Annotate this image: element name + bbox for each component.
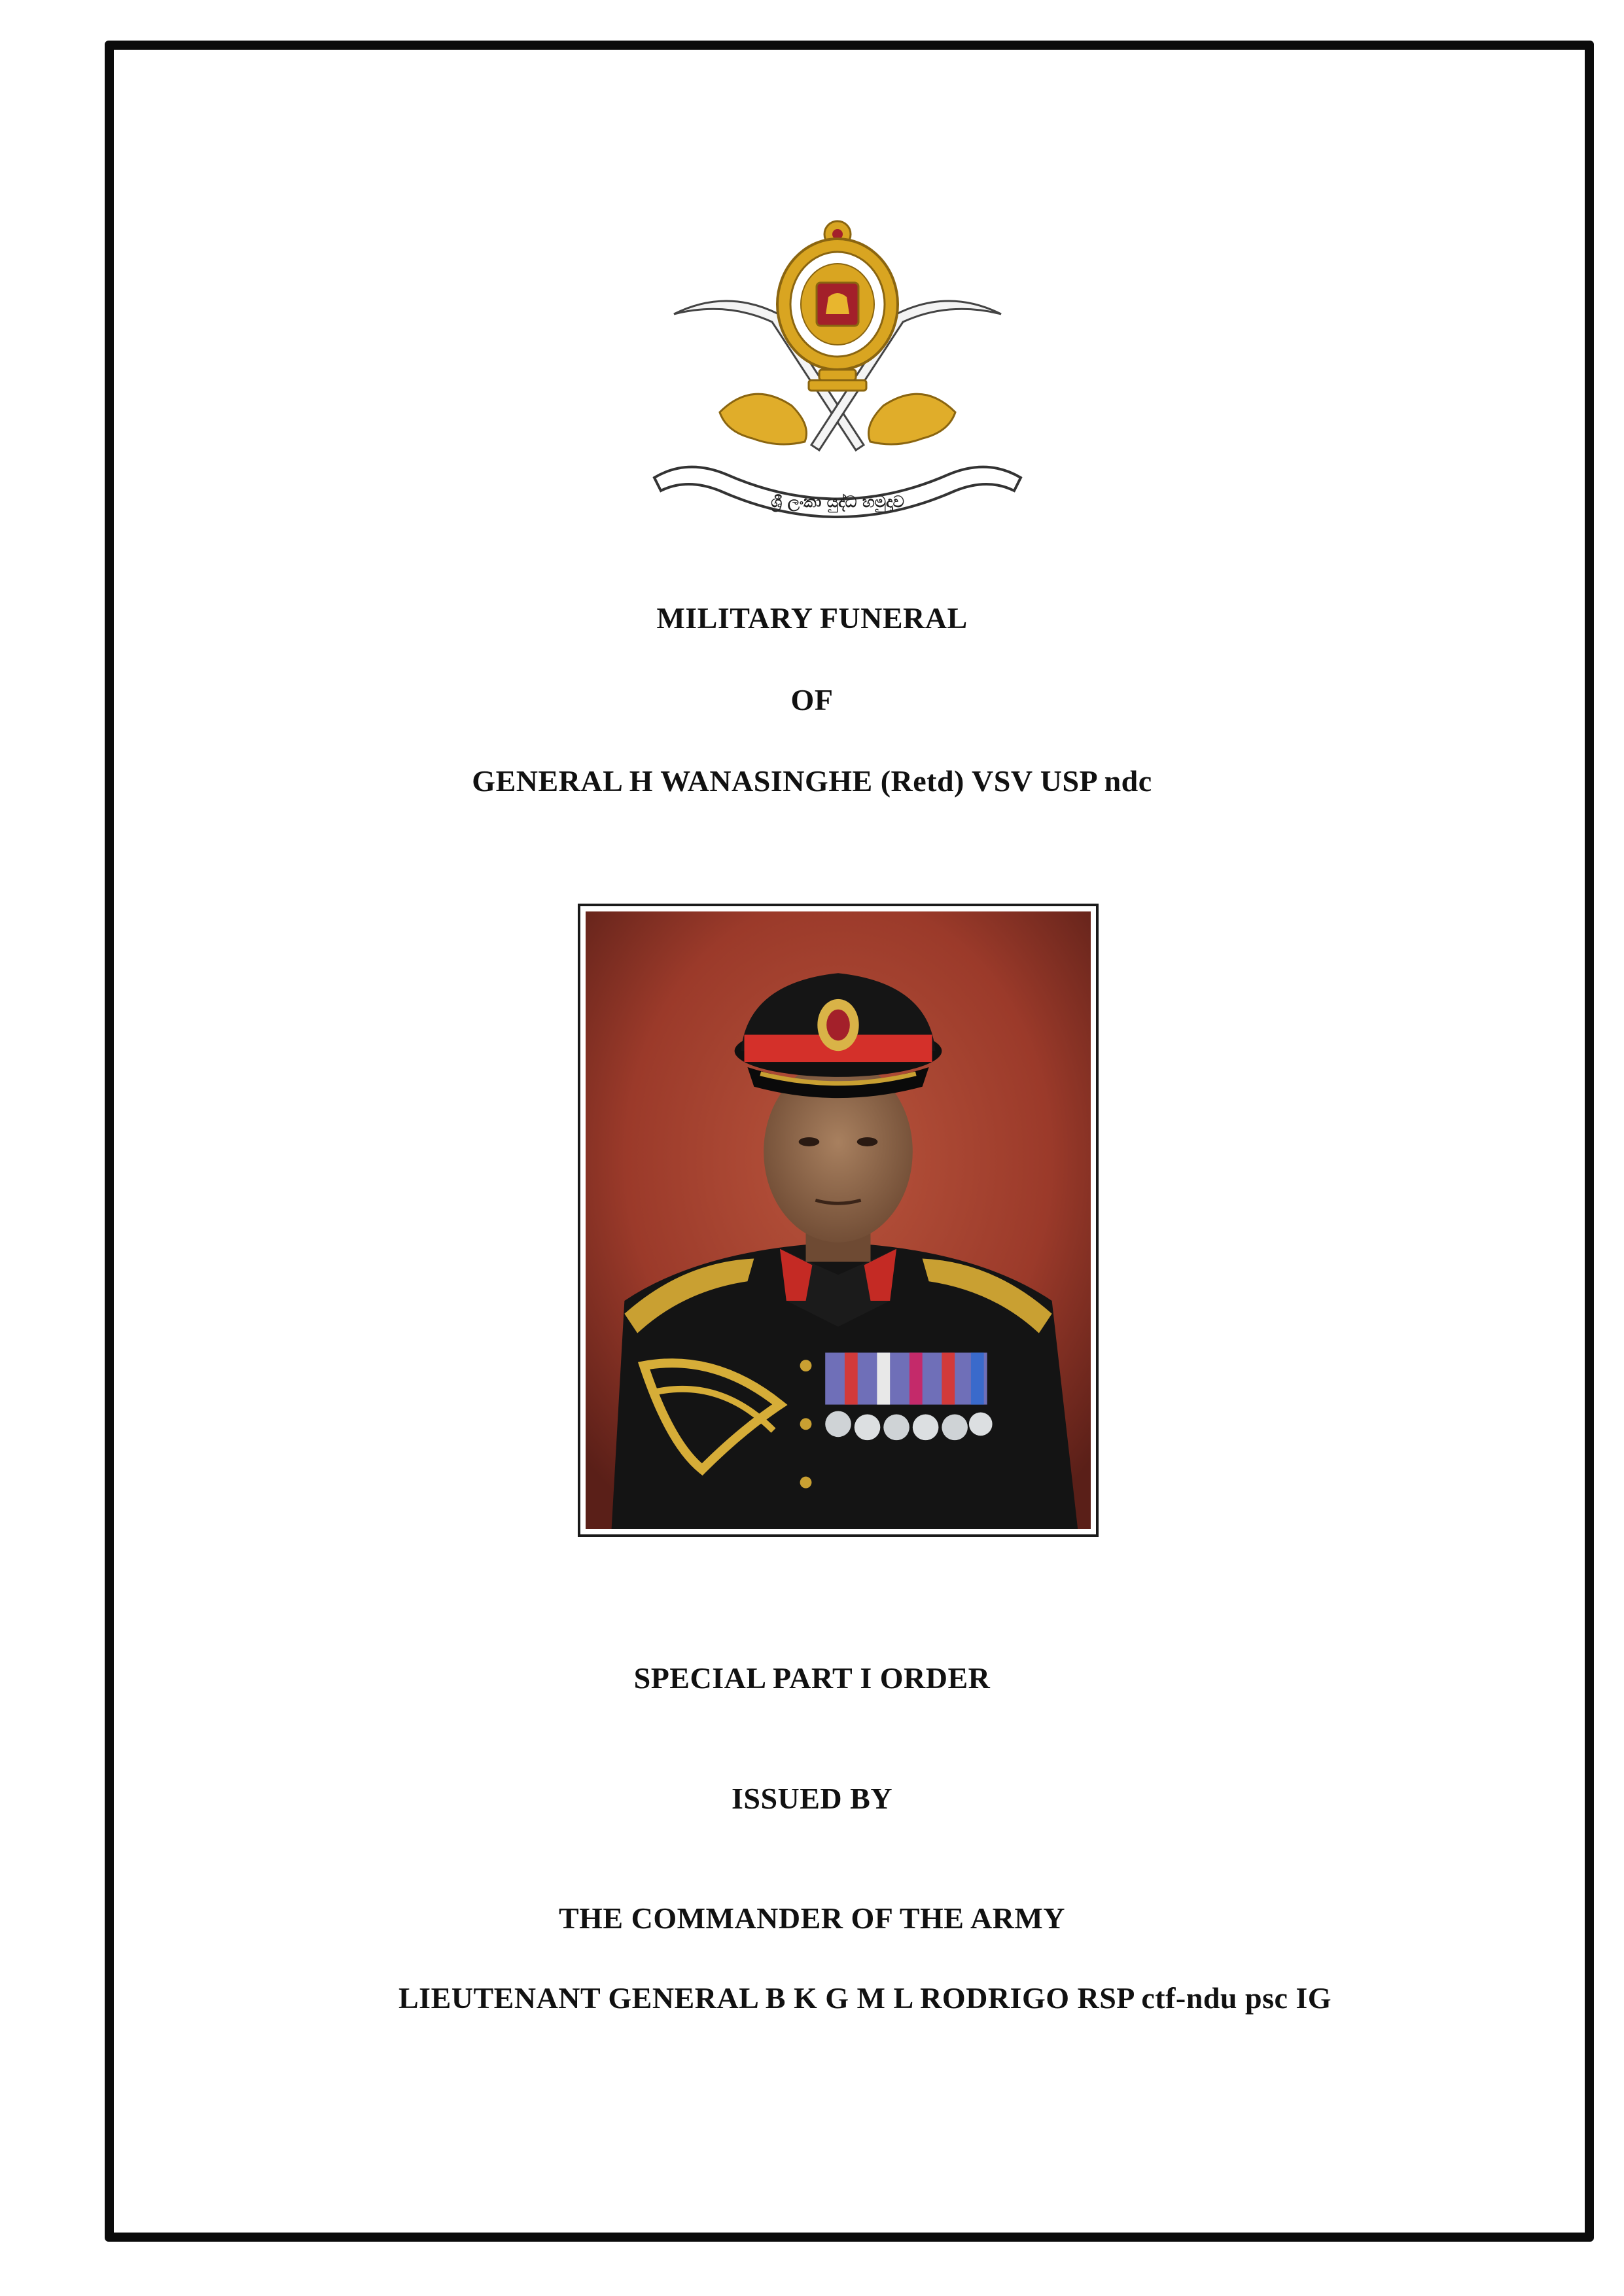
army-emblem-icon: [648, 216, 1027, 543]
issuing-authority: THE COMMANDER OF THE ARMY: [558, 1901, 1066, 1935]
general-portrait-image: [586, 911, 1091, 1529]
emblem-scroll-text: ශ්‍රී ලංකා යුද්ධ හමුදාව: [771, 493, 904, 511]
title-line-2: OF: [790, 683, 834, 716]
order-title: SPECIAL PART I ORDER: [633, 1661, 991, 1695]
deceased-name: GENERAL H WANASINGHE (Retd) VSV USP ndc: [472, 764, 1152, 798]
portrait-frame: [578, 904, 1099, 1537]
title-line-1: MILITARY FUNERAL: [656, 601, 968, 635]
commander-name: LIEUTENANT GENERAL B K G M L RODRIGO RSP ctf-ndu psc IG: [398, 1981, 1332, 2015]
issued-by-label: ISSUED BY: [731, 1782, 893, 1815]
